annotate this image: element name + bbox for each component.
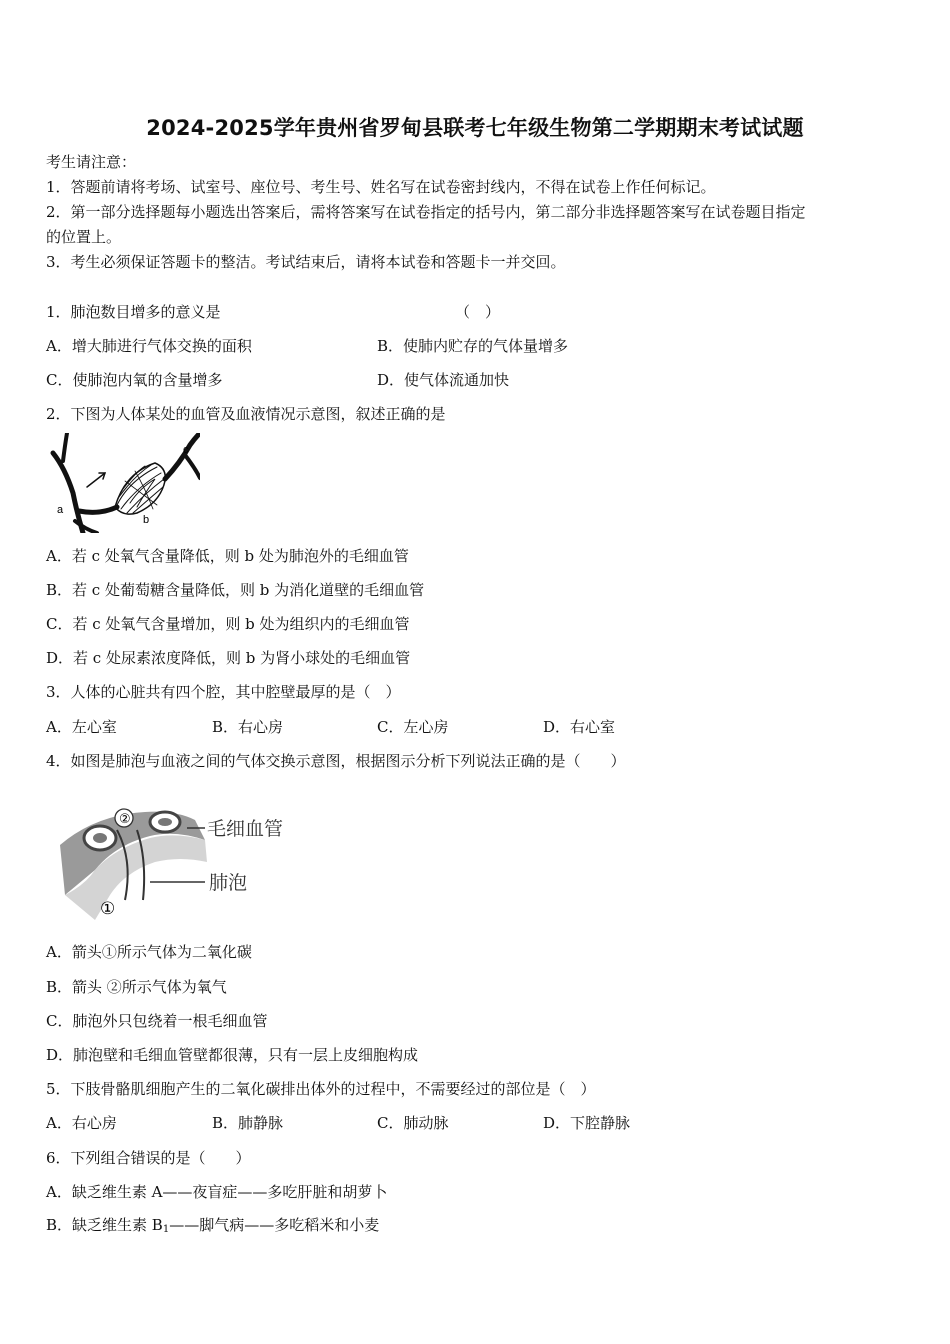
- q1-option-a: A．增大肺进行气体交换的面积: [46, 337, 252, 355]
- q6-stem: 6．下列组合错误的是（ ）: [46, 1149, 251, 1167]
- q5-option-b: B．肺静脉: [212, 1114, 284, 1132]
- q5-option-d: D．下腔静脉: [543, 1114, 631, 1132]
- notice-item-3: 3．考生必须保证答题卡的整洁。考试结束后，请将本试卷和答题卡一并交回。: [46, 253, 566, 271]
- alveolus-gas-exchange-figure: [55, 800, 315, 925]
- q1-option-d: D．使气体流通加快: [377, 371, 510, 389]
- q2-option-a: A．若 c 处氧气含量降低，则 b 处为肺泡外的毛细血管: [46, 547, 409, 565]
- q5-option-a: A．右心房: [46, 1114, 117, 1132]
- q4-stem: 4．如图是肺泡与血液之间的气体交换示意图，根据图示分析下列说法正确的是（ ）: [46, 752, 626, 770]
- blood-vessel-figure: [45, 433, 200, 533]
- fig-label-b: b: [143, 514, 150, 526]
- q3-option-c: C．左心房: [377, 718, 449, 736]
- q3-stem: 3．人体的心脏共有四个腔，其中腔壁最厚的是（ ）: [46, 683, 401, 701]
- notice-heading: 考生请注意：: [46, 153, 137, 171]
- q4-option-a: A．箭头①所示气体为二氧化碳: [46, 943, 252, 961]
- fig-arrow-label-1: ①: [100, 899, 116, 919]
- q1-option-b: B．使肺内贮存的气体量增多: [377, 337, 569, 355]
- q4-option-b: B．箭头 ②所示气体为氧气: [46, 978, 227, 996]
- q3-option-b: B．右心房: [212, 718, 284, 736]
- fig-label-c: c: [183, 444, 189, 456]
- q3-option-a: A．左心室: [46, 718, 117, 736]
- q2-option-b: B．若 c 处葡萄糖含量降低，则 b 为消化道壁的毛细血管: [46, 581, 425, 599]
- q6-option-b: [46, 1215, 379, 1240]
- q6-option-b-sub: 1: [162, 1224, 170, 1235]
- notice-item-1: 1．答题前请将考场、试室号、座位号、考生号、姓名写在试卷密封线内，不得在试卷上作任何标记。: [46, 178, 716, 196]
- page-title: 2024-2025学年贵州省罗甸县联考七年级生物第二学期期末考试试题: [146, 116, 804, 140]
- fig-label-a: a: [57, 504, 64, 516]
- q2-option-d: D．若 c 处尿素浓度降低，则 b 为肾小球处的毛细血管: [46, 649, 411, 667]
- q1-option-c: C．使肺泡内氧的含量增多: [46, 371, 223, 389]
- q4-option-c: C．肺泡外只包绕着一根毛细血管: [46, 1012, 268, 1030]
- notice-item-2-cont: 的位置上。: [46, 228, 122, 246]
- q6-option-b-post: ——脚气病——多吃稻米和小麦: [169, 1216, 380, 1234]
- notice-item-2: 2．第一部分选择题每小题选出答案后，需将答案写在试卷指定的括号内，第二部分非选择题答案写在试卷题目指定: [46, 203, 806, 221]
- q4-option-d: D．肺泡壁和毛细血管壁都很薄，只有一层上皮细胞构成: [46, 1046, 419, 1064]
- fig-arrow-label-2: ②: [119, 812, 131, 827]
- q3-option-d: D．右心室: [543, 718, 616, 736]
- q5-option-c: C．肺动脉: [377, 1114, 449, 1132]
- q2-option-c: C．若 c 处氧气含量增加，则 b 处为组织内的毛细血管: [46, 615, 410, 633]
- q6-option-b-pre: B．缺乏维生素 B: [46, 1216, 163, 1234]
- q6-option-a: A．缺乏维生素 A——夜盲症——多吃肝脏和胡萝卜: [46, 1183, 388, 1201]
- q1-stem: 1．肺泡数目增多的意义是: [46, 303, 221, 321]
- q5-stem: 5．下肢骨骼肌细胞产生的二氧化碳排出体外的过程中，不需要经过的部位是（ ）: [46, 1080, 596, 1098]
- fig-label-alveolus: 肺泡: [209, 872, 248, 894]
- fig-label-capillary: 毛细血管: [207, 818, 284, 840]
- q2-stem: 2．下图为人体某处的血管及血液情况示意图，叙述正确的是: [46, 405, 446, 423]
- q1-answer-paren: （ ）: [455, 303, 501, 321]
